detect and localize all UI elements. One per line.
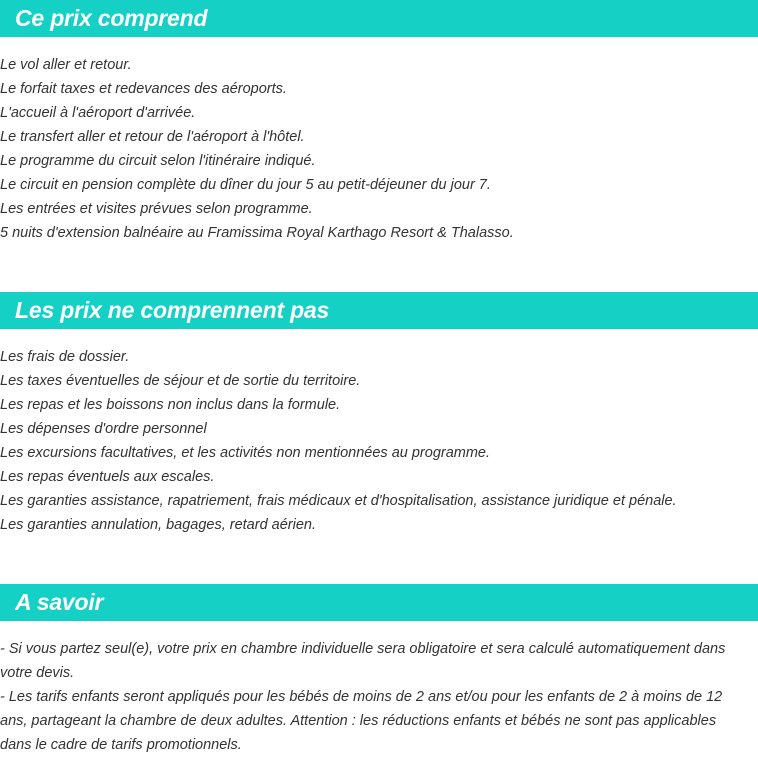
section-title: A savoir <box>15 589 104 615</box>
list-item: Les frais de dossier. <box>0 349 130 365</box>
section-title: Les prix ne comprennent pas <box>15 297 330 323</box>
price-excludes-list <box>0 329 758 537</box>
list-item: Les entrées et visites prévues selon programme. <box>0 201 313 217</box>
price-includes-list <box>0 37 758 245</box>
list-item: L'accueil à l'aéroport d'arrivée. <box>0 105 196 121</box>
list-item: Le transfert aller et retour de l'aéroport à l'hôtel. <box>0 129 305 145</box>
list-item: Les taxes éventuelles de séjour et de sortie du territoire. <box>0 373 361 389</box>
good-to-know-text <box>0 621 758 757</box>
list-item: Les repas et les boissons non inclus dans la formule. <box>0 397 341 413</box>
list-item: Les repas éventuels aux escales. <box>0 469 215 485</box>
list-item: Le programme du circuit selon l'itinéraire indiqué. <box>0 153 316 169</box>
list-item: Les excursions facultatives, et les activités non mentionnées au programme. <box>0 445 491 461</box>
info-paragraph: - Si vous partez seul(e), votre prix en chambre individuelle sera obligatoire et sera calculé automatiquement dans votre devis. <box>0 641 726 681</box>
section-price-excludes <box>0 292 758 537</box>
list-item: Les garanties assistance, rapatriement, frais médicaux et d'hospitalisation, assistance juridique et pénale. <box>0 493 677 509</box>
section-header-price-excludes <box>0 292 758 329</box>
list-item: Les garanties annulation, bagages, retard aérien. <box>0 517 316 533</box>
list-item: 5 nuits d'extension balnéaire au Framissima Royal Karthago Resort & Thalasso. <box>0 225 514 241</box>
info-paragraph: - Les tarifs enfants seront appliqués pour les bébés de moins de 2 ans et/ou pour les enfants de 2 à moins de 12 ans, partageant la chambre de deux adultes. Attention : les réductions enfants et bébés ne sont pas applicables dans le cadre de tarifs promotionnels. <box>0 689 723 753</box>
section-good-to-know <box>0 584 758 757</box>
section-header-price-includes <box>0 0 758 37</box>
section-price-includes <box>0 0 758 245</box>
section-header-good-to-know <box>0 584 758 621</box>
list-item: Le forfait taxes et redevances des aéroports. <box>0 81 287 97</box>
list-item: Le circuit en pension complète du dîner du jour 5 au petit-déjeuner du jour 7. <box>0 177 491 193</box>
list-item: Les dépenses d'ordre personnel <box>0 421 207 437</box>
list-item: Le vol aller et retour. <box>0 57 132 73</box>
section-title: Ce prix comprend <box>15 5 208 31</box>
